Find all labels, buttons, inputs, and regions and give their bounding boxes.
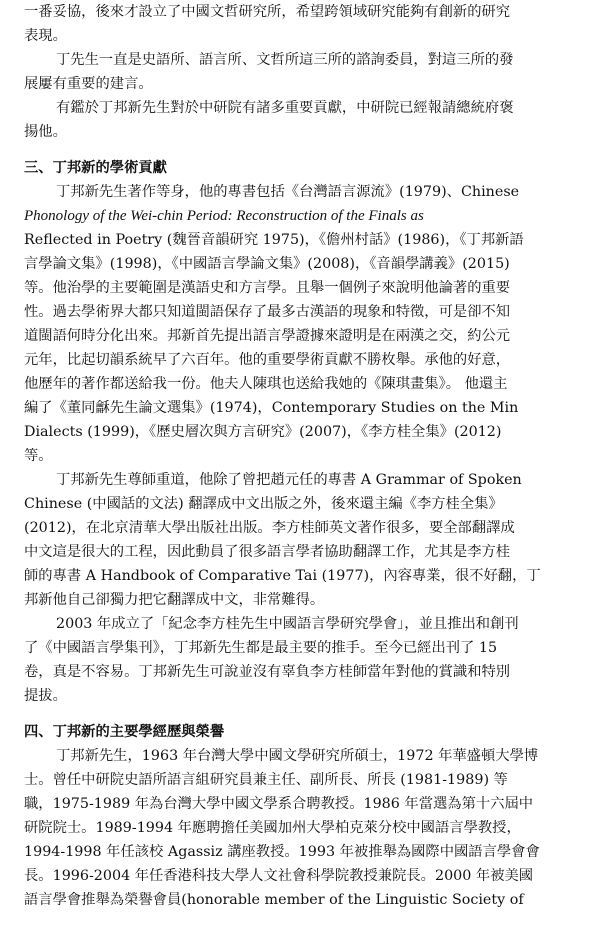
text-line: 編了《董同龢先生論文選集》(1974)，Contemporary Studies on the Min — [24, 400, 519, 416]
text-line: 中文這是很大的工程，因此動員了很多語言學者協助翻譯工作，尤其是李方桂 — [24, 544, 511, 560]
text-line: Dialects (1999)，《歷史層次與方言研究》(2007)，《李方桂全集》(2012) — [24, 424, 502, 440]
text-line: 有鑑於丁邦新先生對於中研院有諸多重要貢獻，中研院已經報請總統府褒 — [56, 100, 514, 116]
text-line: 了《中國語言學集刊》，丁邦新先生都是最主要的推手。至今已經出刊了 15 — [24, 640, 498, 656]
text-line: 卷，真是不容易。丁邦新先生可說並沒有辜負李方桂師當年對他的賞識和特別 — [24, 664, 511, 680]
text-line: 性。過去學術界大都只知道閩語保存了最多古漢語的現象和特徵，可是卻不知 — [24, 304, 511, 320]
text-line: 道閩語何時分化出來。邦新首先提出語言學證據來證明是在兩漢之交，約公元 — [24, 328, 511, 344]
text-line: 職，1975-1989 年為台灣大學中國文學系合聘教授。1986 年當選為第十六屆中 — [24, 796, 534, 812]
text-line: 師的專書 A Handbook of Comparative Tai (1977)，內容專業，很不好翻，丁 — [24, 568, 541, 584]
text-line: 語言學會推舉為榮譽會員(honorable member of the Linguistic Society of — [24, 892, 524, 908]
section-heading: 三、丁邦新的學術貢獻 — [24, 160, 167, 176]
text-line: 1994-1998 年任該校 Agassiz 講座教授。1993 年被推舉為國際中國語言學會會 — [24, 844, 540, 860]
text-line: 他歷年的著作都送給我一份。他夫人陳琪也送給我她的《陳琪畫集》。 他還主 — [24, 376, 508, 392]
text-line: (2012)，在北京清華大學出版社出版。李方桂師英文著作很多，要全部翻譯成 — [24, 520, 515, 536]
text-line: 元年，比起切韻系統早了六百年。他的重要學術貢獻不勝枚舉。承他的好意， — [24, 352, 511, 368]
text-line: Phonology of the Wei-chin Period: Reconstruction of the Finals as — [24, 208, 424, 224]
text-line: 長。1996-2004 年任香港科技大學人文社會科學院教授兼院長。2000 年被美國 — [24, 868, 534, 884]
text-line: 士。曾任中研院史語所語言組研究員兼主任、副所長、所長 (1981-1989) 等 — [24, 772, 508, 788]
text-line: 丁邦新先生尊師重道，他除了曾把趙元任的專書 A Grammar of Spoken — [56, 472, 522, 488]
text-line: 展屢有重要的建言。 — [24, 76, 153, 92]
text-line: 提拔。 — [24, 688, 67, 704]
text-line: 等。他治學的主要範圍是漢語史和方言學。且舉一個例子來說明他論著的重要 — [24, 280, 511, 296]
text-line: Chinese (中國話的文法) 翻譯成中文出版之外，後來還主編《李方桂全集》 — [24, 496, 503, 512]
text-line: 2003 年成立了「紀念李方桂先生中國語言學研究學會」，並且推出和創刊 — [56, 616, 519, 632]
text-line: 等。 — [24, 448, 53, 464]
text-line: 揚他。 — [24, 124, 67, 140]
section-heading: 四、丁邦新的主要學經歷與榮譽 — [24, 724, 225, 740]
text-line: Reflected in Poetry (魏晉音韻研究 1975)，《儋州村話》(1986)，《丁邦新語 — [24, 232, 524, 248]
text-line: 言學論文集》(1998)，《中國語言學論文集》(2008)，《音韻學講義》(2015) — [24, 256, 510, 272]
text-line: 表現。 — [24, 28, 67, 44]
text-line: 丁邦新先生，1963 年台灣大學中國文學研究所碩士，1972 年華盛頓大學博 — [56, 748, 539, 764]
text-line: 研院院士。1989-1994 年應聘擔任美國加州大學柏克萊分校中國語言學教授， — [24, 820, 521, 836]
text-line: 邦新他自己卻獨力把它翻譯成中文，非常難得。 — [24, 592, 325, 608]
text-line: 丁先生一直是史語所、語言所、文哲所這三所的諮詢委員，對這三所的發 — [56, 52, 514, 68]
text-line: 一番妥協，後來才設立了中國文哲研究所，希望跨領域研究能夠有創新的研究 — [24, 4, 511, 20]
text-line: 丁邦新先生著作等身，他的專書包括《台灣語言源流》(1979)、Chinese — [56, 184, 520, 200]
